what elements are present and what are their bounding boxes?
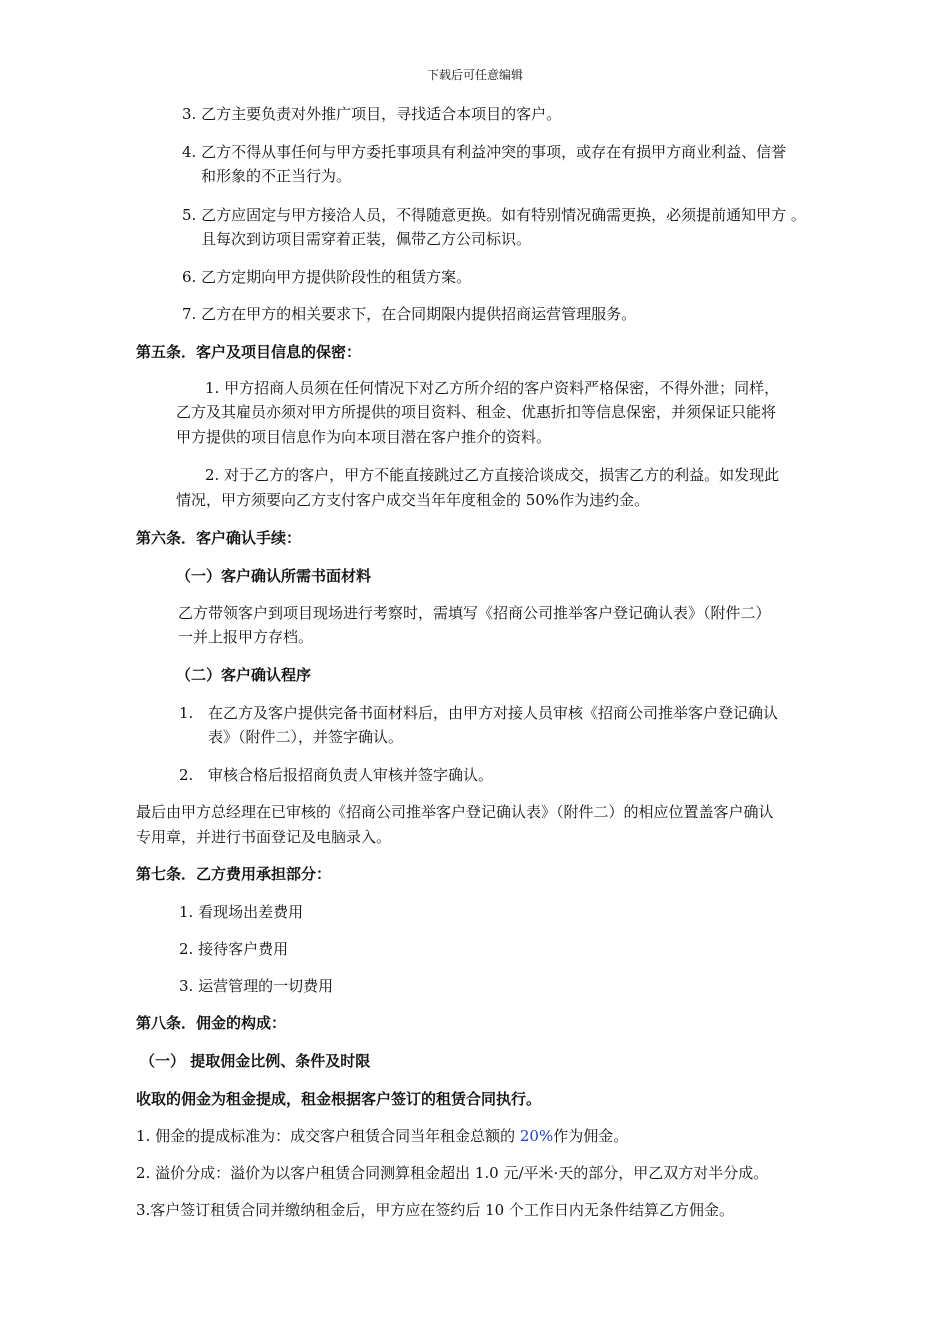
list-item: 1. 看现场出差费用 [179,903,304,921]
percentage-highlight: 20% [519,1127,554,1145]
subheading: （一） 提取佣金比例、条件及时限 [140,1052,371,1070]
list-item: 3. 乙方主要负责对外推广项目，寻找适合本项目的客户。 [182,105,562,123]
list-item: 在乙方及客户提供完备书面材料后，由甲方对接人员审核《招商公司推举客户登记确认 [208,704,779,722]
list-item [136,1124,628,1149]
paragraph: 2. 对于乙方的客户，甲方不能直接跳过乙方直接洽谈成交，损害乙方的利益。如发现此 [205,466,780,484]
list-number: 2. [179,766,194,784]
subheading: （一）客户确认所需书面材料 [176,567,372,585]
paragraph: 最后由甲方总经理在已审核的《招商公司推举客户登记确认表》（附件二）的相应位置盖客户确认 [136,803,774,821]
bold-paragraph: 收取的佣金为租金提成，租金根据客户签订的租赁合同执行。 [136,1090,542,1108]
list-number: 1. [179,704,194,722]
list-item: 3.客户签订租赁合同并缴纳租金后，甲方应在签约后 10 个工作日内无条件结算乙方佣金。 [136,1201,734,1219]
list-item-cont: 表》（附件二），并签字确认。 [208,728,404,746]
paragraph: 情况，甲方须要向乙方支付客户成交当年年度租金的 50%作为违约金。 [176,491,650,509]
list-item: 3. 运营管理的一切费用 [179,977,334,995]
page-header: 下载后可任意编辑 [426,68,523,82]
subheading: （二）客户确认程序 [176,666,312,684]
paragraph: 专用章，并进行书面登记及电脑录入。 [136,828,392,846]
paragraph: 乙方带领客户到项目现场进行考察时，需填写《招商公司推举客户登记确认表》（附件二） [178,604,771,622]
section-heading: 第八条．佣金的构成： [136,1014,287,1032]
paragraph: 乙方及其雇员亦须对甲方所提供的项目资料、租金、优惠折扣等信息保密，并须保证只能将 [176,403,777,421]
list-item: 7. 乙方在甲方的相关要求下，在合同期限内提供招商运营管理服务。 [182,305,637,323]
paragraph: 甲方提供的项目信息作为向本项目潜在客户推介的资料。 [176,428,552,446]
list-item-text: 作为佣金。 [553,1127,629,1145]
paragraph: 1. 甲方招商人员须在任何情况下对乙方所介绍的客户资料严格保密，不得外泄；同样， [205,379,780,397]
list-item: 2. 接待客户费用 [179,940,289,958]
section-heading: 第六条．客户确认手续： [136,529,302,547]
list-item: 4. 乙方不得从事任何与甲方委托事项具有利益冲突的事项，或存在有损甲方商业利益、信誉 [182,143,787,161]
paragraph: 一并上报甲方存档。 [178,628,314,646]
list-item-cont: 和形象的不正当行为。 [201,167,352,185]
list-item-cont: 且每次到访项目需穿着正装，佩带乙方公司标识。 [201,230,532,248]
list-item-text: 1. 佣金的提成标准为：成交客户租赁合同当年租金总额的 [136,1127,520,1145]
list-item: 6. 乙方定期向甲方提供阶段性的租赁方案。 [182,268,472,286]
list-item: 2. 溢价分成：溢价为以客户租赁合同测算租金超出 1.0 元/平米·天的部分，甲乙双方对半分成。 [136,1164,769,1182]
list-item: 5. 乙方应固定与甲方接洽人员，不得随意更换。如有特别情况确需更换，必须提前通知甲方 。 [182,206,806,224]
section-heading: 第七条．乙方费用承担部分： [136,865,332,883]
list-item: 审核合格后报招商负责人审核并签字确认。 [208,766,494,784]
section-heading: 第五条．客户及项目信息的保密： [136,343,362,361]
